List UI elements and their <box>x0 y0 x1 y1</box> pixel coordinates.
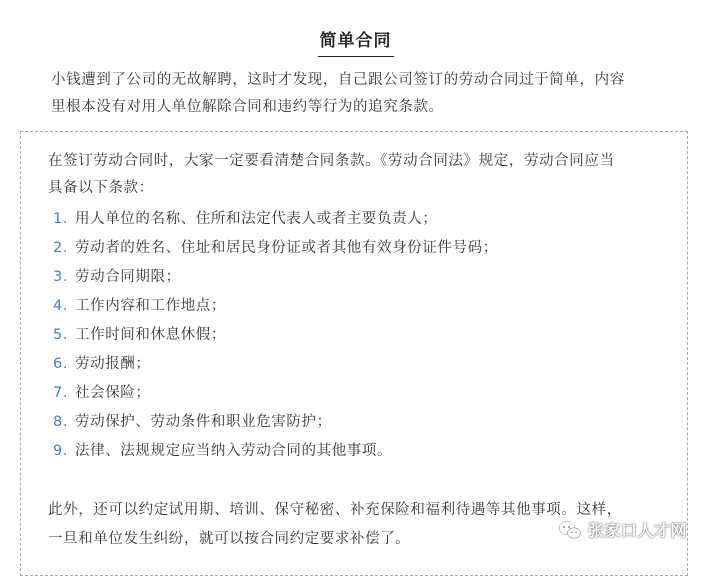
item-number: 5. <box>53 327 69 343</box>
list-item <box>48 263 676 292</box>
wechat-icon <box>558 520 582 540</box>
lead-line: 具备以下条款： <box>48 180 154 196</box>
item-number: 4. <box>53 298 69 314</box>
item-number: 8. <box>53 414 69 430</box>
item-text: 劳动者的姓名、住址和居民身份证或者其他有效身份证件号码； <box>75 240 498 256</box>
watermark <box>558 518 687 541</box>
item-number: 7. <box>53 385 69 401</box>
item-number: 6. <box>53 356 69 372</box>
list-item <box>48 205 676 234</box>
list-item <box>48 408 676 437</box>
list-item <box>48 379 676 408</box>
watermark-text: 张家口人才网 <box>588 521 688 540</box>
list-item <box>48 321 676 350</box>
item-text: 劳动保护、劳动条件和职业危害防护； <box>75 414 332 430</box>
intro-line: 里根本没有对用人单位解除合同和违约等行为的追究条款。 <box>51 99 444 115</box>
item-text: 用人单位的名称、住所和法定代表人或者主要负责人； <box>75 211 438 227</box>
item-text: 法律、法规规定应当纳入劳动合同的其他事项。 <box>75 443 393 459</box>
list-item <box>48 350 676 379</box>
item-text: 社会保险； <box>75 385 151 401</box>
clauses-box <box>20 131 688 576</box>
item-number: 2. <box>53 240 69 256</box>
outro-line: 一旦和单位发生纠纷，就可以按合同约定要求补偿了。 <box>48 531 411 547</box>
outro-line: 此外，还可以约定试用期、培训、保守秘密、补充保险和福利待遇等其他事项。这样， <box>48 502 622 518</box>
item-text: 劳动合同期限； <box>75 269 181 285</box>
article-title: 简单合同 <box>318 26 394 57</box>
article-title-wrap <box>0 26 711 57</box>
list-item <box>48 437 676 466</box>
intro-paragraph <box>51 67 671 121</box>
item-number: 9. <box>53 443 69 459</box>
item-text: 工作时间和休息休假； <box>75 327 226 343</box>
list-item <box>48 292 676 321</box>
list-item <box>48 234 676 263</box>
item-text: 工作内容和工作地点； <box>75 298 226 314</box>
item-text: 劳动报酬； <box>75 356 151 372</box>
item-number: 3. <box>53 269 69 285</box>
clauses-content <box>48 148 676 554</box>
item-number: 1. <box>53 211 69 227</box>
clause-list <box>48 205 676 466</box>
intro-line: 小钱遭到了公司的无故解聘，这时才发现，自己跟公司签订的劳动合同过于简单，内容 <box>51 72 625 88</box>
lead-line: 在签订劳动合同时，大家一定要看清楚合同条款。《劳动合同法》规定，劳动合同应当 <box>48 153 615 169</box>
